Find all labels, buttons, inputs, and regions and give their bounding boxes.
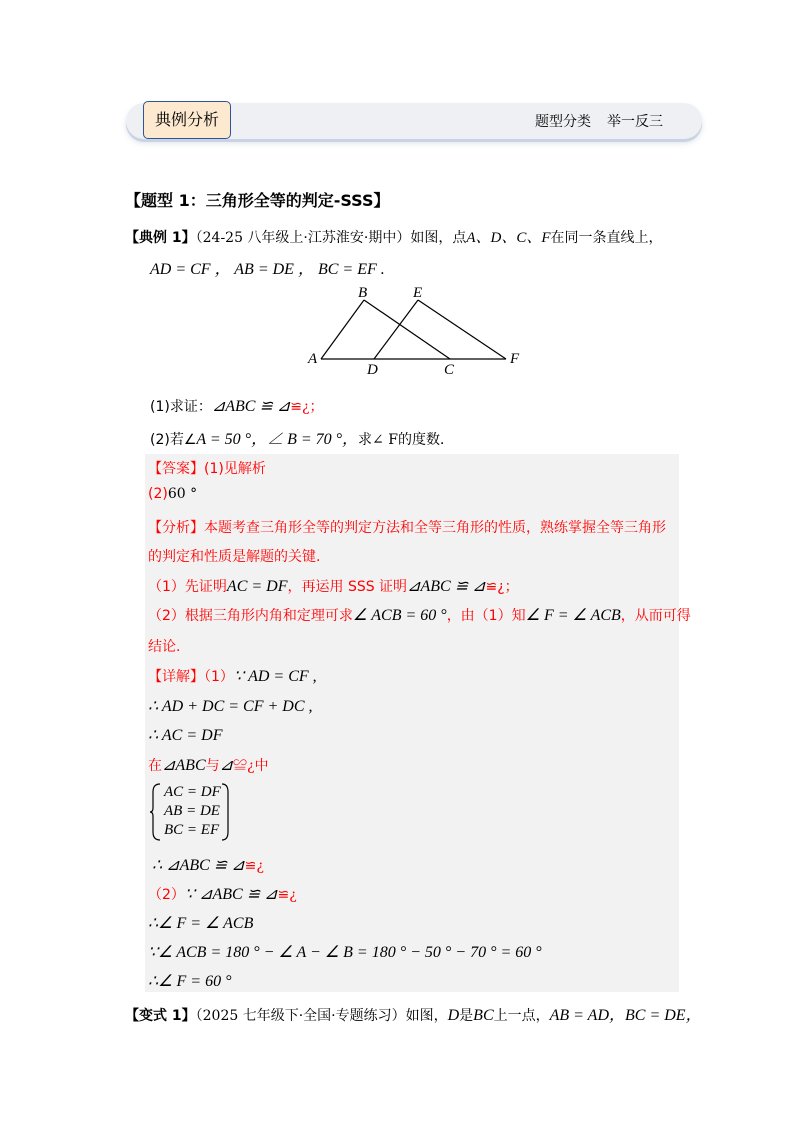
header-right — [535, 111, 663, 131]
detail-4a: 在 — [148, 758, 162, 774]
answer-1: (1)见解析 — [204, 461, 266, 477]
analysis-line-5: 结论. — [148, 639, 181, 655]
analysis-4b: ，由（1）知 — [446, 608, 526, 624]
label-b: B — [358, 285, 368, 301]
example1-points: A、D、C、F — [466, 230, 551, 246]
example1-conditions: AD = CF ， AB = DE ， BC = EF . — [150, 261, 385, 278]
triangle-figure — [300, 280, 540, 380]
system-row-1: AC = DF — [164, 784, 221, 800]
system-row-3: BC = EF — [164, 822, 220, 838]
detail-6c: ≌¿ — [277, 887, 297, 903]
detail-4b: 与 — [205, 758, 220, 774]
detail-1a: （1） — [204, 669, 234, 685]
question-1 — [150, 396, 324, 416]
segment-ef — [418, 300, 506, 359]
analysis-3b: ，再运用 SSS 证明 — [287, 579, 408, 595]
q2-tail: 求∠ F的度数． — [358, 432, 454, 448]
header-right-2: 举一反三 — [607, 114, 663, 130]
label-e: E — [413, 285, 423, 301]
segment-de — [374, 300, 418, 359]
analysis-3a: （1）先证明 — [148, 579, 227, 595]
detail-4m: ⊿ABC — [162, 757, 206, 774]
analysis-3m2: ⊿ABC ≌ ⊿ — [407, 578, 486, 595]
answer-2-val: 60 ° — [167, 486, 198, 502]
detail-5c: ≌¿ — [244, 858, 264, 874]
analysis-3c: ≌¿； — [485, 579, 519, 595]
variant1-stem — [125, 1002, 702, 1025]
header-right-1: 题型分类 — [535, 114, 591, 130]
analysis-4m: ∠ ACB = 60 ° — [352, 607, 447, 624]
detail-line-1 — [148, 666, 317, 686]
q1-tail: ≌¿； — [290, 399, 324, 415]
variant1-label: 【变式 1】 — [125, 1008, 196, 1024]
example1-stem-a: 如图，点 — [410, 230, 467, 246]
detail-line-7: ∴∠ F = ∠ ACB — [148, 915, 254, 932]
detail-line-9: ∴∠ F = 60 ° — [148, 973, 232, 990]
detail-4c: ≌¿中 — [233, 758, 269, 774]
analysis-4m2: ∠ F = ∠ ACB — [525, 607, 621, 624]
analysis-line-3 — [148, 576, 519, 596]
example1-stem-b: 在同一条直线上， — [550, 230, 663, 246]
variant1-m3: AB = AD，BC = DE， — [549, 1007, 702, 1024]
q1-prefix: (1)求证： — [150, 399, 212, 415]
analysis-line-1 — [148, 517, 666, 537]
analysis-line-2: 的判定和性质是解题的关键. — [148, 549, 321, 565]
detail-line-6 — [148, 884, 297, 904]
analysis-4c: ，从而可得 — [620, 608, 691, 624]
answer-2-num: (2) — [148, 486, 168, 502]
q1-math: ⊿ABC ≌ ⊿ — [211, 398, 291, 415]
variant1-source: （2025 七年级下·全国·专题练习） — [195, 1008, 406, 1024]
analysis-1: 本题考查三角形全等的判定方法和全等三角形的性质，熟练掌握全等三角形 — [204, 520, 666, 536]
question-2 — [150, 426, 454, 449]
label-c: C — [444, 362, 455, 378]
answer-line-1 — [148, 458, 266, 478]
detail-5m: ∴ ⊿ABC ≌ ⊿ — [152, 857, 245, 874]
detail-line-4 — [148, 755, 269, 775]
detail-6m: ∵ ⊿ABC ≌ ⊿ — [184, 886, 278, 903]
answer-line-2 — [148, 486, 197, 502]
label-d: D — [367, 362, 378, 378]
header-tag: 典例分析 — [143, 101, 231, 139]
variant1-stem-b: 是 — [459, 1008, 474, 1024]
system-row-2: AB = DE — [164, 803, 220, 819]
detail-6a: （2） — [148, 887, 185, 903]
answer-tag: 【答案】 — [148, 461, 204, 477]
analysis-4a: （2）根据三角形内角和定理可求 — [148, 608, 353, 624]
variant1-m2: BC — [473, 1007, 494, 1024]
label-f: F — [510, 351, 520, 367]
label-a: A — [308, 351, 318, 367]
detail-4m2: ⊿ — [219, 757, 234, 774]
q2-prefix: (2)若∠ — [150, 432, 197, 448]
detail-line-5 — [152, 855, 264, 875]
variant1-m1: D — [447, 1007, 460, 1024]
detail-line-3: ∴ AC = DF — [148, 727, 223, 744]
detail-line-8: ∵∠ ACB = 180 ° − ∠ A − ∠ B = 180 ° − 50 ° − 70 ° = 60 ° — [148, 944, 542, 961]
detail-1m: ∵ AD = CF , — [233, 668, 317, 685]
variant1-stem-a: 如图， — [405, 1008, 448, 1024]
example1-label: 【典例 1】 — [125, 230, 196, 246]
analysis-tag: 【分析】 — [148, 520, 204, 536]
section-title: 【题型 1：三角形全等的判定-SSS】 — [125, 191, 390, 210]
q2-math: A = 50 °，∠ B = 70 °， — [196, 431, 359, 448]
segment-bc — [364, 300, 450, 359]
variant1-stem-c: 上一点， — [493, 1008, 550, 1024]
example1-stem — [125, 226, 663, 247]
analysis-3m: AC = DF — [226, 578, 288, 595]
detail-tag: 【详解】 — [148, 669, 204, 685]
example1-source: （24-25 八年级上·江苏淮安·期中） — [195, 230, 411, 246]
detail-line-2: ∴ AD + DC = CF + DC , — [148, 698, 313, 715]
analysis-line-4 — [148, 605, 691, 625]
segment-ab — [321, 300, 364, 359]
